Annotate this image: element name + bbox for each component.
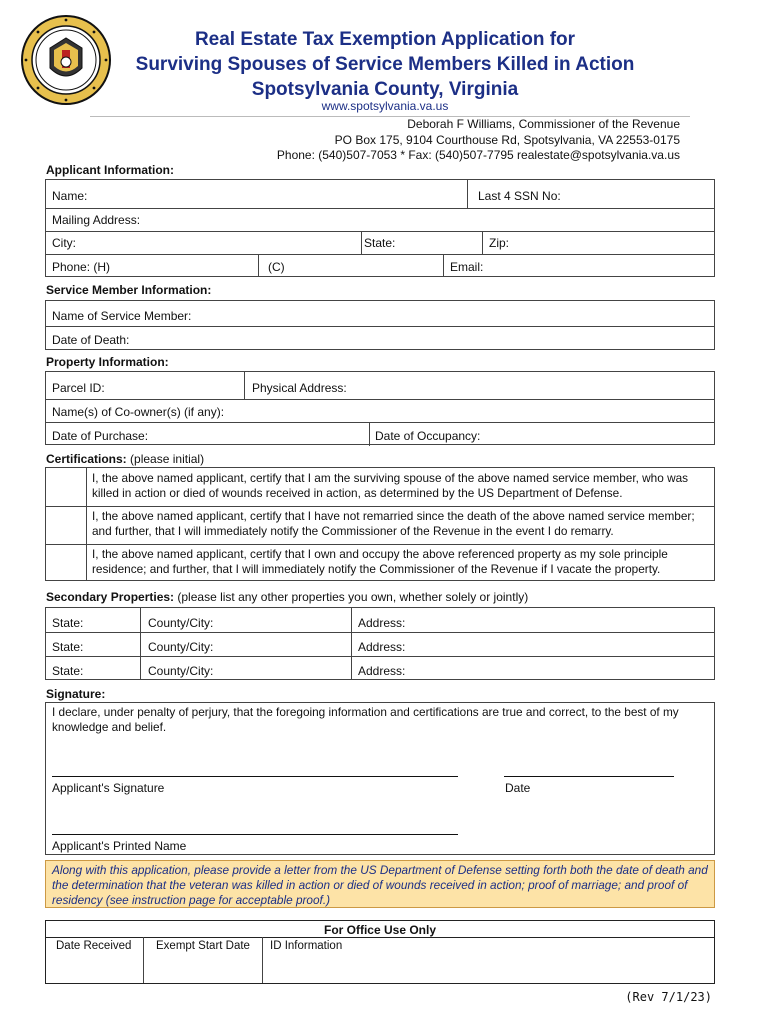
declaration-text: I declare, under penalty of perjury, that the foregoing information and certifications are true and correct, to the best of my knowledge and belief. — [52, 705, 679, 734]
property-heading: Property Information: — [46, 355, 169, 369]
certifications-title: Certifications: — [46, 452, 127, 466]
applicant-signature-label: Applicant's Signature — [52, 781, 165, 795]
certifications-note: (please initial) — [130, 452, 205, 466]
website-link[interactable]: www.spotsylvania.va.us — [321, 99, 449, 113]
certifications-heading — [46, 452, 204, 466]
contact-line-1: Deborah F Williams, Commissioner of the Revenue — [407, 117, 680, 131]
applicant-heading: Applicant Information: — [46, 163, 174, 177]
email-field[interactable]: Email: — [450, 260, 484, 274]
zip-field[interactable]: Zip: — [489, 236, 510, 250]
ssn-field[interactable]: Last 4 SSN No: — [478, 189, 561, 203]
certification-1: I, the above named applicant, certify that I am the surviving spouse of the above named service member, who was killed in action or died of wounds received in action, as determined by the US Department of Defense. — [92, 471, 689, 500]
secondary-address-3[interactable]: Address: — [358, 664, 406, 678]
secondary-county-3[interactable]: County/City: — [148, 664, 214, 678]
secondary-note: (please list any other properties you own, whether solely or jointly) — [177, 590, 529, 604]
date-received-label: Date Received — [56, 940, 132, 952]
title-line-2: Surviving Spouses of Service Members Killed in Action — [135, 54, 635, 75]
secondary-title: Secondary Properties: — [46, 590, 175, 604]
signature-box — [45, 702, 715, 855]
purchase-date-field[interactable]: Date of Purchase: — [52, 429, 149, 443]
documentation-notice: Along with this application, please provide a letter from the US Department of Defense setting forth both the date of death and the determination that the veteran was killed in action or died of wounds received in action; proof of marriage; and proof of residency (see instruction page for acceptable proof.) — [45, 860, 715, 908]
parcel-id-field[interactable]: Parcel ID: — [52, 381, 105, 395]
secondary-county-2[interactable]: County/City: — [148, 640, 214, 654]
secondary-state-2[interactable]: State: — [52, 640, 84, 654]
certification-3: I, the above named applicant, certify that I own and occupy the above referenced property as my sole principle residence; and further, that I will immediately notify the Commissioner of the Revenue if I vacate the property. — [92, 547, 668, 576]
revision-label: (Rev 7/1/23) — [625, 990, 712, 1004]
secondary-address-2[interactable]: Address: — [358, 640, 406, 654]
initial-box-3[interactable] — [46, 544, 86, 580]
service-member-heading: Service Member Information: — [46, 283, 212, 297]
secondary-heading — [46, 590, 528, 604]
property-box — [45, 371, 715, 445]
state-field[interactable]: State: — [364, 236, 396, 250]
applicant-box — [45, 179, 715, 277]
title-line-1: Real Estate Tax Exemption Application for — [194, 29, 576, 50]
secondary-state-1[interactable]: State: — [52, 616, 84, 630]
exempt-start-label: Exempt Start Date — [156, 940, 250, 952]
city-field[interactable]: City: — [52, 236, 76, 250]
contact-line-3: Phone: (540)507-7053 * Fax: (540)507-7795 realestate@spotsylvania.va.us — [276, 148, 680, 162]
phone-home-field[interactable]: Phone: (H) — [52, 260, 111, 274]
id-information-label: ID Information — [270, 940, 343, 952]
name-field[interactable]: Name: — [52, 189, 88, 203]
phone-cell-field[interactable]: (C) — [268, 260, 285, 274]
secondary-address-1[interactable]: Address: — [358, 616, 406, 630]
printed-name-label: Applicant's Printed Name — [52, 839, 187, 853]
physical-address-field[interactable]: Physical Address: — [252, 381, 347, 395]
date-of-death-field[interactable]: Date of Death: — [52, 333, 130, 347]
title-line-3: Spotsylvania County, Virginia — [251, 79, 519, 100]
service-member-name-field[interactable]: Name of Service Member: — [52, 309, 192, 323]
secondary-box — [45, 607, 715, 680]
occupancy-date-field[interactable]: Date of Occupancy: — [375, 429, 481, 443]
certifications-box — [45, 467, 715, 581]
mailing-address-field[interactable]: Mailing Address: — [52, 213, 141, 227]
certification-2: I, the above named applicant, certify that I have not remarried since the death of the above named service member; and further, that I will immediately notify the Commissioner of the Revenue in the event I do remarry. — [92, 509, 695, 538]
date-label: Date — [505, 781, 531, 795]
initial-box-2[interactable] — [46, 506, 86, 544]
signature-heading: Signature: — [46, 687, 106, 701]
office-use-box — [45, 920, 715, 984]
service-member-box — [45, 300, 715, 350]
contact-line-2: PO Box 175, 9104 Courthouse Rd, Spotsylvania, VA 22553-0175 — [334, 133, 680, 147]
office-use-heading: For Office Use Only — [323, 923, 437, 937]
coowners-field[interactable]: Name(s) of Co-owner(s) (if any): — [52, 405, 225, 419]
county-seal — [20, 14, 112, 106]
secondary-county-1[interactable]: County/City: — [148, 616, 214, 630]
secondary-state-3[interactable]: State: — [52, 664, 84, 678]
initial-box-1[interactable] — [46, 468, 86, 506]
